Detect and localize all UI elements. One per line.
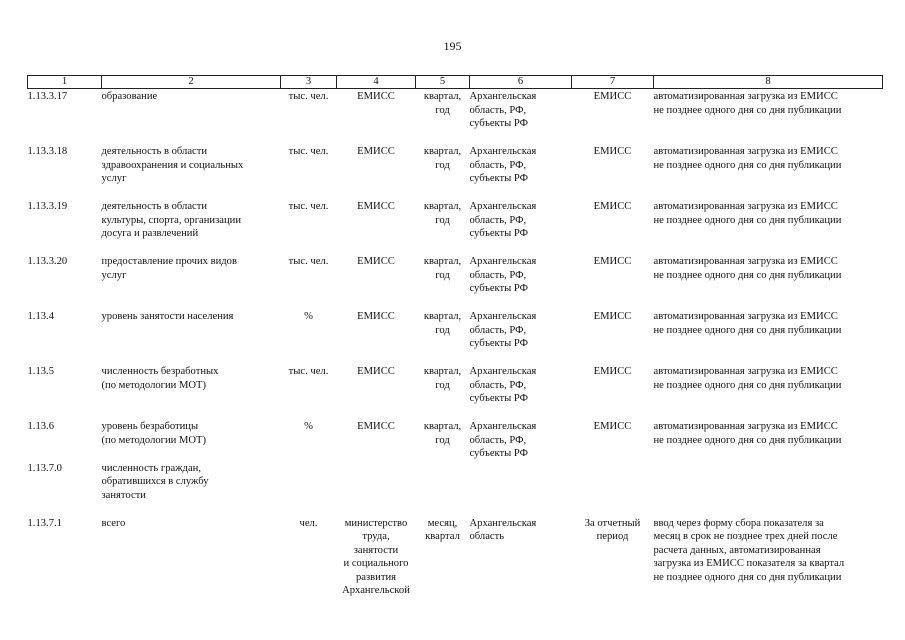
table-row	[28, 461, 883, 516]
responsible-source-cell	[572, 199, 654, 254]
responsible-source-line: ЕМИСС	[593, 421, 632, 432]
indicator-name-line: деятельность в области	[101, 201, 208, 212]
indicator-code-cell: 1.13.5	[27, 366, 54, 377]
collection-method-line: не позднее одного дня со дня публикации	[653, 324, 842, 336]
territory-line: область, РФ,	[469, 104, 527, 116]
table-row	[28, 309, 883, 364]
indicator-name-line: уровень занятости населения	[101, 311, 234, 322]
indicator-name-line: (по методологии МОТ)	[101, 379, 207, 391]
data-source-line: ЕМИСС	[357, 311, 395, 322]
territory-line: субъекты РФ	[469, 173, 529, 184]
collection-method-cell	[654, 89, 883, 145]
periodicity-cell	[416, 89, 470, 145]
data-source-line: ЕМИСС	[357, 201, 395, 212]
table-row	[28, 364, 883, 419]
territory-cell	[470, 199, 572, 254]
periodicity-line: квартал	[425, 531, 460, 542]
indicator-code-cell: 1.13.6	[27, 421, 54, 432]
collection-method-line: автоматизированная загрузка из ЕМИСС	[653, 256, 838, 267]
indicator-name-cell	[102, 461, 281, 516]
collection-method-cell	[654, 364, 883, 419]
collection-method-line: расчета данных, автоматизированная	[653, 544, 821, 556]
indicator-name-line: предоставление прочих видов	[101, 256, 237, 267]
indicator-name-line: досуга и развлечений	[101, 228, 199, 239]
unit-of-measure-cell: тыс. чел.	[288, 91, 329, 102]
periodicity-cell	[416, 254, 470, 309]
territory-line: субъекты РФ	[469, 338, 529, 349]
data-source-cell	[337, 199, 416, 254]
responsible-source-cell	[572, 461, 654, 516]
data-source-line: труда,	[362, 531, 390, 542]
indicator-name-cell	[102, 199, 281, 254]
periodicity-line: месяц,	[427, 517, 458, 529]
indicator-name-line: (по методологии МОТ)	[101, 434, 207, 446]
periodicity-line: квартал,	[423, 421, 462, 432]
responsible-source-line: За отчетный	[584, 517, 641, 529]
collection-method-cell	[654, 516, 883, 598]
periodicity-line: квартал,	[423, 366, 462, 377]
responsible-source-line: ЕМИСС	[593, 146, 632, 157]
responsible-source-cell	[572, 309, 654, 364]
responsible-source-cell	[572, 516, 654, 598]
collection-method-cell	[654, 144, 883, 199]
territory-line: область, РФ,	[469, 269, 527, 281]
territory-cell	[470, 461, 572, 516]
collection-method-line: не позднее одного дня со дня публикации	[653, 434, 842, 446]
territory-cell	[470, 364, 572, 419]
column-number: 3	[281, 76, 337, 89]
unit-of-measure-cell: тыс. чел.	[288, 256, 329, 267]
column-number: 7	[572, 76, 654, 89]
periodicity-line: год	[435, 434, 450, 446]
unit-of-measure-cell: чел.	[299, 517, 318, 529]
table-row	[28, 199, 883, 254]
collection-method-line: автоматизированная загрузка из ЕМИСС	[653, 201, 838, 212]
territory-line: Архангельская	[469, 146, 537, 157]
data-source-line: министерство	[344, 517, 408, 529]
collection-method-line: автоматизированная загрузка из ЕМИСС	[653, 91, 838, 102]
periodicity-line: год	[435, 324, 450, 336]
collection-method-line: не позднее одного дня со дня публикации	[653, 571, 842, 583]
territory-line: Архангельская	[469, 256, 537, 267]
column-number: 4	[337, 76, 416, 89]
indicator-name-line: занятости	[101, 489, 146, 501]
table-row	[28, 419, 883, 461]
responsible-source-line: ЕМИСС	[593, 256, 632, 267]
collection-method-line: не позднее одного дня со дня публикации	[653, 269, 842, 281]
periodicity-cell	[416, 364, 470, 419]
unit-of-measure-cell: %	[304, 311, 313, 322]
territory-line: субъекты РФ	[469, 283, 529, 294]
data-source-line: ЕМИСС	[357, 91, 395, 102]
column-number: 2	[102, 76, 281, 89]
indicator-name-cell	[102, 144, 281, 199]
territory-line: Архангельская	[469, 91, 537, 102]
data-source-cell	[337, 309, 416, 364]
indicator-code-cell: 1.13.3.20	[27, 256, 68, 267]
indicator-name-cell	[102, 364, 281, 419]
indicator-name-line: услуг	[101, 173, 127, 184]
territory-line: субъекты РФ	[469, 393, 529, 404]
territory-line: субъекты РФ	[469, 118, 529, 129]
unit-of-measure-cell: %	[304, 421, 313, 432]
indicator-code-cell: 1.13.7.0	[27, 462, 62, 474]
territory-cell	[470, 89, 572, 145]
data-source-line: ЕМИСС	[357, 146, 395, 157]
territory-line: область	[469, 531, 505, 542]
periodicity-cell	[416, 516, 470, 598]
collection-method-line: автоматизированная загрузка из ЕМИСС	[653, 311, 838, 322]
responsible-source-cell	[572, 364, 654, 419]
data-source-cell	[337, 461, 416, 516]
page-number: 195	[443, 39, 462, 53]
table-row	[28, 144, 883, 199]
indicator-name-line: обратившихся в службу	[101, 476, 209, 487]
collection-method-cell	[654, 199, 883, 254]
territory-line: область, РФ,	[469, 379, 527, 391]
indicator-name-cell	[102, 254, 281, 309]
collection-method-line: автоматизированная загрузка из ЕМИСС	[653, 421, 838, 432]
periodicity-line: квартал,	[423, 311, 462, 322]
collection-method-line: не позднее одного дня со дня публикации	[653, 159, 842, 171]
unit-of-measure-cell: тыс. чел.	[288, 146, 329, 157]
indicator-code-cell: 1.13.4	[27, 311, 54, 322]
indicator-name-line: услуг	[101, 269, 127, 281]
data-source-cell	[337, 144, 416, 199]
table-row	[28, 254, 883, 309]
responsible-source-line: ЕМИСС	[593, 366, 632, 377]
collection-method-line: автоматизированная загрузка из ЕМИСС	[653, 146, 838, 157]
territory-line: область, РФ,	[469, 434, 527, 446]
collection-method-line: не позднее одного дня со дня публикации	[653, 214, 842, 226]
indicator-name-line: уровень безработицы	[101, 421, 199, 432]
periodicity-cell	[416, 199, 470, 254]
data-source-line: развития	[355, 571, 397, 583]
indicator-name-line: всего	[101, 517, 126, 529]
territory-line: область, РФ,	[469, 214, 527, 226]
responsible-source-cell	[572, 419, 654, 461]
column-number: 6	[470, 76, 572, 89]
responsible-source-line: ЕМИСС	[593, 201, 632, 212]
data-source-line: ЕМИСС	[357, 256, 395, 267]
indicator-name-line: образование	[101, 91, 158, 102]
territory-line: область, РФ,	[469, 159, 527, 171]
territory-cell	[470, 309, 572, 364]
responsible-source-cell	[572, 89, 654, 145]
indicator-name-line: культуры, спорта, организации	[101, 214, 241, 226]
responsible-source-line: ЕМИСС	[593, 311, 632, 322]
territory-cell	[470, 516, 572, 598]
territory-line: субъекты РФ	[469, 228, 529, 239]
periodicity-line: квартал,	[423, 201, 462, 212]
periodicity-line: квартал,	[423, 91, 462, 102]
territory-cell	[470, 419, 572, 461]
column-number: 5	[416, 76, 470, 89]
periodicity-line: год	[435, 214, 450, 226]
periodicity-line: год	[435, 159, 450, 171]
data-source-line: ЕМИСС	[357, 421, 395, 432]
indicator-code-cell: 1.13.3.19	[27, 201, 68, 212]
indicator-name-line: деятельность в области	[101, 146, 208, 157]
collection-method-line: загрузка из ЕМИСС показателя за квартал	[653, 558, 845, 569]
data-source-line: занятости	[353, 544, 399, 556]
territory-line: субъекты РФ	[469, 448, 529, 459]
territory-line: Архангельская	[469, 311, 537, 322]
territory-line: Архангельская	[469, 517, 537, 529]
indicator-name-cell	[102, 309, 281, 364]
territory-line: Архангельская	[469, 421, 537, 432]
unit-of-measure-cell	[281, 461, 337, 516]
indicator-code-cell: 1.13.7.1	[27, 517, 62, 529]
table-body	[28, 89, 883, 598]
data-source-cell	[337, 89, 416, 145]
collection-method-line: не позднее одного дня со дня публикации	[653, 104, 842, 116]
unit-of-measure-cell: тыс. чел.	[288, 366, 329, 377]
data-source-cell	[337, 419, 416, 461]
territory-line: Архангельская	[469, 366, 537, 377]
table-row	[28, 516, 883, 598]
territory-line: Архангельская	[469, 201, 537, 212]
data-source-cell	[337, 516, 416, 598]
collection-method-cell	[654, 254, 883, 309]
territory-line: область, РФ,	[469, 324, 527, 336]
territory-cell	[470, 254, 572, 309]
indicator-name-cell	[102, 89, 281, 145]
collection-method-cell	[654, 309, 883, 364]
periodicity-line: год	[435, 104, 450, 116]
indicator-name-cell	[102, 419, 281, 461]
column-number: 1	[28, 76, 102, 89]
collection-method-line: месяц в срок не позднее трех дней после	[653, 531, 838, 542]
collection-method-cell	[654, 461, 883, 516]
collection-method-line: не позднее одного дня со дня публикации	[653, 379, 842, 391]
periodicity-cell	[416, 309, 470, 364]
collection-method-line: ввод через форму сбора показателя за	[653, 517, 824, 529]
data-source-line: ЕМИСС	[357, 366, 395, 377]
periodicity-line: год	[435, 269, 450, 281]
responsible-source-cell	[572, 254, 654, 309]
responsible-source-line: ЕМИСС	[593, 91, 632, 102]
indicator-code-cell: 1.13.3.17	[27, 91, 68, 102]
indicator-name-line: численность безработных	[101, 366, 219, 377]
periodicity-cell	[416, 461, 470, 516]
periodicity-line: год	[435, 379, 450, 391]
territory-cell	[470, 144, 572, 199]
periodicity-cell	[416, 419, 470, 461]
column-number-row	[28, 76, 883, 89]
data-source-cell	[337, 364, 416, 419]
periodicity-cell	[416, 144, 470, 199]
data-source-line: Архангельской	[342, 585, 410, 596]
column-number: 8	[654, 76, 883, 89]
periodicity-line: квартал,	[423, 256, 462, 267]
table-row	[28, 89, 883, 145]
unit-of-measure-cell: тыс. чел.	[288, 201, 329, 212]
periodicity-line: квартал,	[423, 146, 462, 157]
data-source-line: и социального	[343, 558, 409, 569]
responsible-source-cell	[572, 144, 654, 199]
indicator-code-cell: 1.13.3.18	[27, 146, 68, 157]
data-source-cell	[337, 254, 416, 309]
responsible-source-line: период	[596, 531, 629, 542]
indicator-name-cell	[102, 516, 281, 598]
indicator-name-line: численность граждан,	[101, 462, 201, 474]
indicator-name-line: здравоохранения и социальных	[101, 159, 244, 171]
indicator-table	[27, 75, 883, 598]
collection-method-line: автоматизированная загрузка из ЕМИСС	[653, 366, 838, 377]
collection-method-cell	[654, 419, 883, 461]
